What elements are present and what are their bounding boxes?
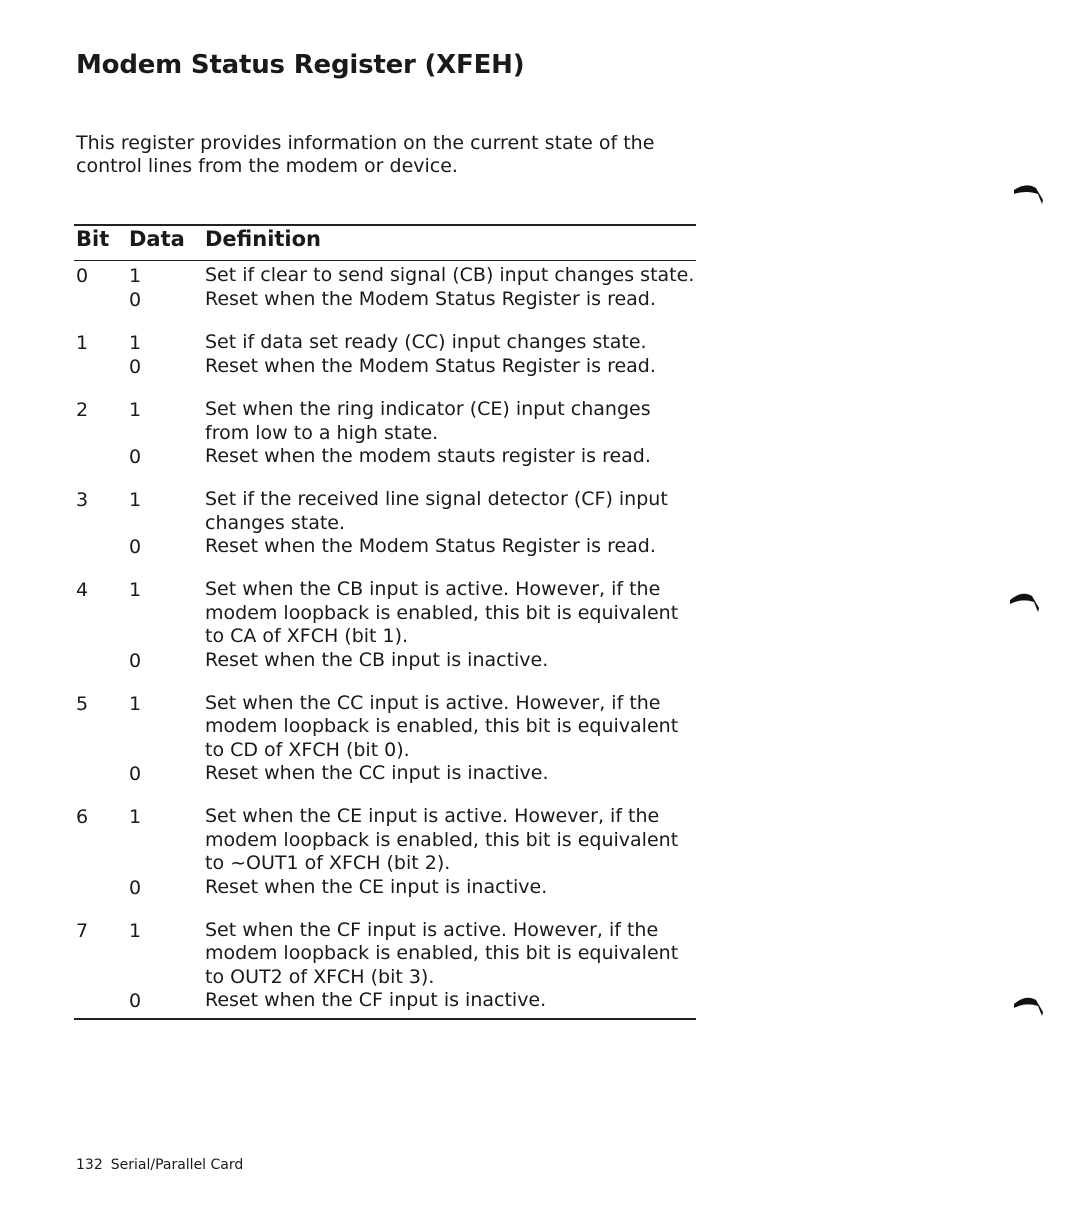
register-table: [74, 224, 696, 1020]
header-data: Data: [129, 227, 185, 251]
bit-number: 7: [76, 919, 89, 942]
data-value: 1: [129, 579, 142, 601]
bit-number: 2: [76, 399, 89, 421]
table-row: [74, 919, 696, 1014]
data-value: 0: [129, 289, 142, 311]
definition-text: Reset when the CC input is inactive.: [205, 762, 549, 784]
table-row: [74, 578, 696, 673]
table-body: [74, 264, 696, 1013]
data-value: 1: [129, 489, 142, 511]
scan-mark-icon: [1008, 588, 1042, 612]
definition-text: Set when the CE input is active. However, if the modem loopback is enabled, this bit is equivalent to ~OUT1 of XFCH (bit 2).: [205, 805, 679, 874]
row-entry: [74, 989, 696, 1013]
data-value: 1: [129, 919, 142, 942]
row-entry: [74, 264, 696, 288]
bit-number: 1: [76, 332, 89, 354]
row-entry: [74, 919, 696, 990]
row-entry: [74, 355, 696, 379]
row-entry: [74, 488, 696, 535]
row-entry: [74, 762, 696, 786]
data-value: 0: [129, 446, 142, 468]
bit-number: 5: [76, 692, 89, 715]
row-entry: [74, 649, 696, 673]
scan-mark-icon: [1012, 992, 1046, 1016]
scan-mark-icon: [1012, 180, 1046, 204]
table-row: [74, 398, 696, 469]
header-bit: Bit: [76, 227, 110, 251]
table-row: [74, 692, 696, 787]
bit-number: 3: [76, 489, 89, 511]
row-entry: [74, 535, 696, 559]
row-entry: [74, 805, 696, 876]
row-entry: [74, 331, 696, 355]
definition-text: Set when the CB input is active. However, if the modem loopback is enabled, this bit is equivalent to CA of XFCH (bit 1).: [205, 578, 679, 647]
bit-number: 6: [76, 806, 89, 828]
data-value: 1: [129, 399, 142, 421]
definition-text: Set when the CF input is active. However, if the modem loopback is enabled, this bit is equivalent to OUT2 of XFCH (bit 3).: [205, 918, 679, 988]
row-entry: [74, 578, 696, 649]
table-header: [74, 226, 696, 261]
data-value: 0: [129, 536, 142, 558]
page-title: Modem Status Register (XFEH): [76, 50, 525, 80]
bit-number: 0: [76, 265, 89, 287]
definition-text: Set if data set ready (CC) input changes state.: [205, 331, 647, 353]
data-value: 1: [129, 265, 142, 287]
definition-text: Reset when the CF input is inactive.: [205, 989, 547, 1011]
definition-text: Set if the received line signal detector (CF) input changes state.: [205, 488, 668, 534]
definition-text: Set when the CC input is active. However, if the modem loopback is enabled, this bit is equivalent to CD of XFCH (bit 0).: [205, 691, 679, 761]
row-entry: [74, 398, 696, 445]
section-name: Serial/Parallel Card: [110, 1157, 244, 1173]
intro-paragraph: This register provides information on the current state of the control lines from the modem or device.: [76, 132, 655, 177]
table-row: [74, 264, 696, 312]
row-entry: [74, 692, 696, 763]
definition-text: Set if clear to send signal (CB) input changes state.: [205, 264, 695, 286]
data-value: 1: [129, 806, 142, 828]
definition-text: Set when the ring indicator (CE) input changes from low to a high state.: [205, 398, 651, 444]
definition-text: Reset when the CE input is inactive.: [205, 875, 548, 898]
row-entry: [74, 288, 696, 312]
page-footer: [76, 1157, 243, 1173]
data-value: 0: [129, 763, 142, 785]
row-entry: [74, 876, 696, 900]
row-entry: [74, 445, 696, 469]
data-value: 0: [129, 990, 142, 1012]
data-value: 0: [129, 649, 142, 672]
data-value: 0: [129, 356, 142, 378]
table-row: [74, 488, 696, 559]
bit-number: 4: [76, 579, 89, 601]
definition-text: Reset when the CB input is inactive.: [205, 648, 549, 671]
page-number: 132: [76, 1157, 103, 1173]
header-definition: Definition: [205, 227, 322, 251]
table-row: [74, 805, 696, 900]
definition-text: Reset when the Modem Status Register is read.: [205, 288, 656, 310]
definition-text: Reset when the Modem Status Register is read.: [205, 355, 656, 377]
definition-text: Reset when the modem stauts register is read.: [205, 445, 651, 467]
data-value: 1: [129, 332, 142, 354]
data-value: 1: [129, 692, 142, 715]
table-row: [74, 331, 696, 379]
definition-text: Reset when the Modem Status Register is read.: [205, 535, 656, 557]
data-value: 0: [129, 876, 142, 899]
